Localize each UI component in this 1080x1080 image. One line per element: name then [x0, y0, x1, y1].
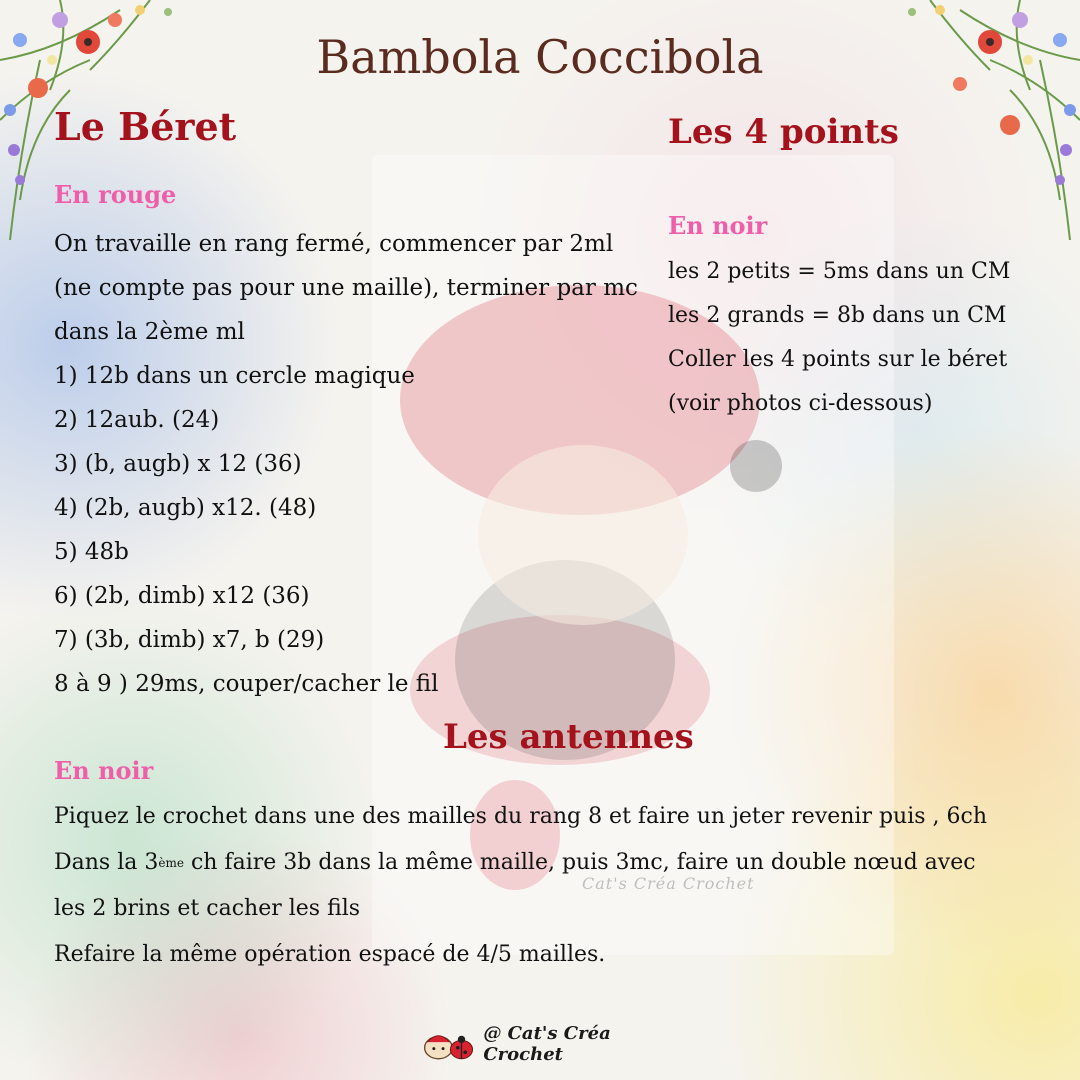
page-title: Bambola Coccibola [316, 30, 764, 84]
beret-row: 5) 48b [54, 539, 129, 565]
antennes-line2-start: Dans la 3 [54, 850, 159, 875]
antennes-line2-end: ch faire 3b dans la même maille, puis 3mc, faire un double nœud avec [183, 850, 976, 875]
antennes-line: Piquez le crochet dans une des mailles du rang 8 et faire un jeter revenir puis , 6ch [54, 804, 988, 829]
beret-row: 2) 12aub. (24) [54, 407, 220, 433]
beret-intro-line: On travaille en rang fermé, commencer par 2ml [54, 231, 614, 257]
ordinal-suffix: ème [158, 856, 184, 870]
beret-row: 7) (3b, dimb) x7, b (29) [54, 627, 325, 653]
antennes-line: Refaire la même opération espacé de 4/5 mailles. [54, 942, 606, 967]
points-line: (voir photos ci-dessous) [668, 391, 933, 416]
points-line: Coller les 4 points sur le béret [668, 347, 1008, 372]
ladybug-icon [420, 1024, 475, 1064]
points-instructions [668, 250, 1010, 426]
points-title: Les 4 points [668, 112, 899, 152]
points-line: les 2 grands = 8b dans un CM [668, 303, 1007, 328]
beret-row: 4) (2b, augb) x12. (48) [54, 495, 317, 521]
beret-intro-line: (ne compte pas pour une maille), terminer par mc [54, 275, 638, 301]
beret-row: 1) 12b dans un cercle magique [54, 363, 415, 389]
antennes-line [54, 840, 987, 886]
antennes-color-label: En noir [54, 756, 154, 785]
beret-title: Le Béret [54, 104, 237, 149]
footer-credit [420, 1022, 680, 1066]
beret-intro-line: dans la 2ème ml [54, 319, 245, 345]
footer-text: @ Cat's Créa Crochet [483, 1023, 611, 1065]
antennes-title: Les antennes [443, 717, 694, 757]
beret-row: 6) (2b, dimb) x12 (36) [54, 583, 310, 609]
beret-row: 8 à 9 ) 29ms, couper/cacher le fil [54, 671, 439, 697]
photo-watermark: Cat's Créa Crochet [582, 874, 755, 893]
beret-instructions [54, 222, 638, 706]
beret-row: 3) (b, augb) x 12 (36) [54, 451, 302, 477]
doll-antenna-shape [730, 440, 782, 492]
points-line: les 2 petits = 5ms dans un CM [668, 259, 1011, 284]
antennes-line: les 2 brins et cacher les fils [54, 896, 361, 921]
points-color-label: En noir [668, 211, 768, 240]
beret-color-label: En rouge [54, 180, 177, 209]
antennes-instructions [54, 794, 987, 978]
